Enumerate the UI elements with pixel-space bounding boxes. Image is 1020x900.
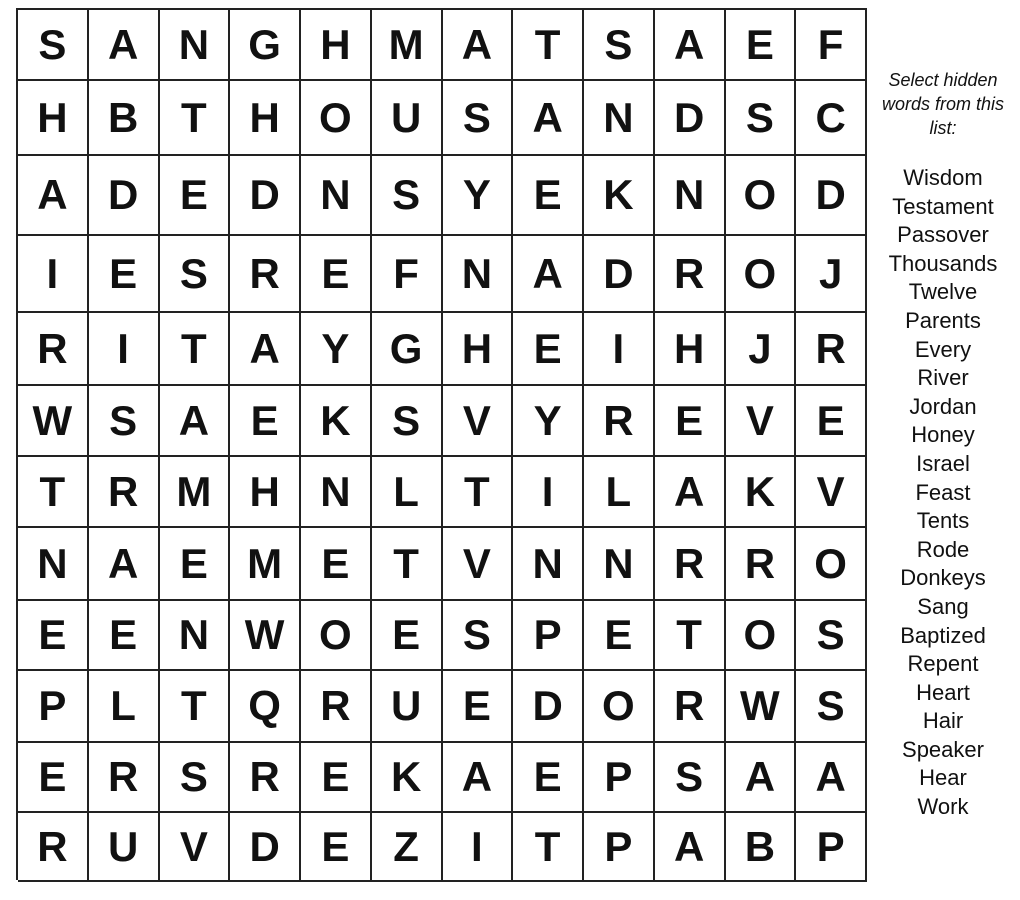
grid-cell[interactable]: S <box>655 743 726 813</box>
grid-cell[interactable]: J <box>796 236 867 313</box>
grid-cell[interactable]: E <box>230 386 301 457</box>
grid-cell[interactable]: L <box>584 457 655 528</box>
grid-cell[interactable]: N <box>160 601 231 671</box>
grid-cell[interactable]: S <box>160 743 231 813</box>
grid-cell[interactable]: M <box>160 457 231 528</box>
word-list-item[interactable]: Baptized <box>900 622 986 648</box>
grid-cell[interactable]: Y <box>513 386 584 457</box>
word-list-item[interactable]: Feast <box>915 479 971 505</box>
word-list-item[interactable]: Repent <box>907 651 979 677</box>
grid-cell[interactable]: M <box>230 528 301 601</box>
grid-cell[interactable]: I <box>89 313 160 386</box>
grid-cell[interactable]: Z <box>372 813 443 882</box>
grid-cell[interactable]: E <box>301 528 372 601</box>
grid-cell[interactable]: E <box>513 156 584 236</box>
word-list-item[interactable]: Parents <box>905 307 981 333</box>
grid-cell[interactable]: E <box>160 156 231 236</box>
grid-cell[interactable]: N <box>513 528 584 601</box>
grid-cell[interactable]: D <box>513 671 584 743</box>
grid-cell[interactable]: I <box>18 236 89 313</box>
grid-cell[interactable]: H <box>18 81 89 156</box>
grid-cell[interactable]: A <box>160 386 231 457</box>
grid-cell[interactable]: R <box>655 671 726 743</box>
grid-cell[interactable]: E <box>89 236 160 313</box>
grid-cell[interactable]: V <box>796 457 867 528</box>
grid-cell[interactable]: D <box>796 156 867 236</box>
grid-cell[interactable]: F <box>372 236 443 313</box>
word-list-item[interactable]: Passover <box>897 222 989 248</box>
grid-cell[interactable]: S <box>796 671 867 743</box>
grid-cell[interactable]: N <box>584 528 655 601</box>
grid-cell[interactable]: S <box>372 156 443 236</box>
word-list-item[interactable]: Work <box>917 794 969 820</box>
grid-cell[interactable]: R <box>89 743 160 813</box>
grid-cell[interactable]: H <box>655 313 726 386</box>
grid-cell[interactable]: Q <box>230 671 301 743</box>
grid-cell[interactable]: D <box>89 156 160 236</box>
grid-cell[interactable]: W <box>230 601 301 671</box>
grid-cell[interactable]: N <box>18 528 89 601</box>
grid-cell[interactable]: U <box>89 813 160 882</box>
grid-cell[interactable]: S <box>18 10 89 81</box>
grid-cell[interactable]: A <box>655 457 726 528</box>
grid-cell[interactable]: S <box>584 10 655 81</box>
word-list-item[interactable]: Speaker <box>902 736 984 762</box>
grid-cell[interactable]: E <box>18 743 89 813</box>
grid-cell[interactable]: A <box>513 236 584 313</box>
grid-cell[interactable]: R <box>230 743 301 813</box>
grid-cell[interactable]: K <box>301 386 372 457</box>
word-list-item[interactable]: Wisdom <box>903 165 983 190</box>
grid-cell[interactable]: S <box>372 386 443 457</box>
grid-cell[interactable]: Y <box>301 313 372 386</box>
grid-cell[interactable]: N <box>655 156 726 236</box>
grid-cell[interactable]: D <box>230 813 301 882</box>
grid-cell[interactable]: E <box>443 671 514 743</box>
grid-cell[interactable]: O <box>796 528 867 601</box>
grid-cell[interactable]: V <box>160 813 231 882</box>
grid-cell[interactable]: Y <box>443 156 514 236</box>
grid-cell[interactable]: P <box>796 813 867 882</box>
word-list-item[interactable]: Every <box>914 336 972 362</box>
grid-cell[interactable]: N <box>584 81 655 156</box>
grid-cell[interactable]: E <box>372 601 443 671</box>
instructions-text: Select hidden words from this list: <box>881 70 1005 138</box>
grid-cell[interactable]: E <box>89 601 160 671</box>
word-list-item[interactable]: Rode <box>916 536 970 562</box>
grid-cell[interactable]: E <box>301 743 372 813</box>
grid-cell[interactable]: E <box>160 528 231 601</box>
grid-cell[interactable]: A <box>18 156 89 236</box>
grid-cell[interactable]: R <box>301 671 372 743</box>
grid-cell[interactable]: S <box>443 81 514 156</box>
grid-cell[interactable]: O <box>726 236 797 313</box>
grid-cell[interactable]: O <box>584 671 655 743</box>
grid-cell[interactable]: J <box>726 313 797 386</box>
grid-cell[interactable]: R <box>18 313 89 386</box>
grid-cell[interactable]: R <box>796 313 867 386</box>
grid-cell[interactable]: G <box>372 313 443 386</box>
grid-cell[interactable]: D <box>584 236 655 313</box>
grid-cell[interactable]: R <box>726 528 797 601</box>
grid-cell[interactable]: O <box>726 601 797 671</box>
grid-cell[interactable]: E <box>301 813 372 882</box>
grid-cell[interactable]: V <box>443 386 514 457</box>
grid-cell[interactable]: A <box>89 10 160 81</box>
word-list <box>872 164 1014 822</box>
word-list-item[interactable]: Twelve <box>908 279 978 305</box>
grid-cell[interactable]: R <box>89 457 160 528</box>
grid-cell[interactable]: E <box>655 386 726 457</box>
grid-cell[interactable]: P <box>18 671 89 743</box>
word-list-item[interactable]: Honey <box>911 422 975 448</box>
grid-cell[interactable]: L <box>89 671 160 743</box>
grid-cell[interactable]: T <box>513 813 584 882</box>
grid-cell[interactable]: N <box>160 10 231 81</box>
grid-cell[interactable]: T <box>655 601 726 671</box>
grid-cell[interactable]: T <box>18 457 89 528</box>
grid-cell[interactable]: E <box>796 386 867 457</box>
grid-cell[interactable]: K <box>726 457 797 528</box>
grid-cell[interactable]: S <box>160 236 231 313</box>
grid-cell[interactable]: I <box>513 457 584 528</box>
grid-cell[interactable]: S <box>726 81 797 156</box>
grid-cell[interactable]: N <box>301 156 372 236</box>
grid-cell[interactable]: R <box>584 386 655 457</box>
word-list-item[interactable]: Jordan <box>909 393 977 419</box>
grid-cell[interactable]: H <box>230 457 301 528</box>
grid-cell[interactable]: F <box>796 10 867 81</box>
grid-cell[interactable]: A <box>655 10 726 81</box>
letter-grid <box>16 8 867 880</box>
grid-cell[interactable]: R <box>655 236 726 313</box>
grid-cell[interactable]: G <box>230 10 301 81</box>
grid-cell[interactable]: A <box>443 10 514 81</box>
grid-cell[interactable]: H <box>230 81 301 156</box>
grid-cell[interactable]: D <box>230 156 301 236</box>
grid-cell[interactable]: I <box>443 813 514 882</box>
grid-cell[interactable]: A <box>796 743 867 813</box>
grid-cell[interactable]: R <box>18 813 89 882</box>
grid-cell[interactable]: A <box>89 528 160 601</box>
grid-cell[interactable]: T <box>372 528 443 601</box>
grid-cell[interactable]: N <box>301 457 372 528</box>
grid-cell[interactable]: R <box>655 528 726 601</box>
grid-cell[interactable]: N <box>443 236 514 313</box>
grid-cell[interactable]: R <box>230 236 301 313</box>
grid-cell[interactable]: U <box>372 671 443 743</box>
word-list-item[interactable]: Heart <box>916 679 970 705</box>
grid-cell[interactable]: S <box>443 601 514 671</box>
grid-cell[interactable]: T <box>160 81 231 156</box>
grid-cell[interactable]: E <box>584 601 655 671</box>
grid-cell[interactable]: A <box>513 81 584 156</box>
grid-cell[interactable]: E <box>726 10 797 81</box>
grid-cell[interactable]: T <box>160 671 231 743</box>
grid-cell[interactable]: V <box>443 528 514 601</box>
grid-cell[interactable]: S <box>796 601 867 671</box>
grid-cell[interactable]: P <box>584 813 655 882</box>
grid-cell[interactable]: H <box>301 10 372 81</box>
grid-cell[interactable]: B <box>726 813 797 882</box>
grid-cell[interactable]: K <box>372 743 443 813</box>
grid-cell[interactable]: O <box>301 601 372 671</box>
grid-cell[interactable]: C <box>796 81 867 156</box>
grid-cell[interactable]: O <box>726 156 797 236</box>
grid-cell[interactable]: I <box>584 313 655 386</box>
grid-cell[interactable]: U <box>372 81 443 156</box>
grid-cell[interactable]: A <box>230 313 301 386</box>
grid-cell[interactable]: D <box>655 81 726 156</box>
grid-cell[interactable]: T <box>160 313 231 386</box>
grid-cell[interactable]: A <box>655 813 726 882</box>
grid-cell[interactable]: H <box>443 313 514 386</box>
grid-cell[interactable]: T <box>443 457 514 528</box>
grid-cell[interactable]: B <box>89 81 160 156</box>
grid-cell[interactable]: K <box>584 156 655 236</box>
word-list-item[interactable]: Thousands <box>888 250 998 276</box>
grid-cell[interactable]: T <box>513 10 584 81</box>
word-list-item[interactable]: Hair <box>922 708 964 734</box>
grid-cell[interactable]: E <box>513 743 584 813</box>
word-list-item[interactable]: Testament <box>892 193 994 219</box>
grid-cell[interactable]: W <box>726 671 797 743</box>
word-list-item[interactable]: Tents <box>916 508 970 534</box>
grid-cell[interactable]: W <box>18 386 89 457</box>
grid-cell[interactable]: L <box>372 457 443 528</box>
grid-cell[interactable]: O <box>301 81 372 156</box>
word-list-item[interactable]: Donkeys <box>900 565 986 591</box>
grid-cell[interactable]: M <box>372 10 443 81</box>
grid-cell[interactable]: E <box>18 601 89 671</box>
word-list-item[interactable]: Hear <box>919 765 967 791</box>
grid-cell[interactable]: A <box>726 743 797 813</box>
grid-cell[interactable]: E <box>513 313 584 386</box>
grid-cell[interactable]: A <box>443 743 514 813</box>
word-list-panel <box>872 68 1014 822</box>
word-list-item[interactable]: Israel <box>916 450 970 476</box>
grid-cell[interactable]: P <box>584 743 655 813</box>
word-list-item[interactable]: Sang <box>917 593 969 619</box>
grid-cell[interactable]: V <box>726 386 797 457</box>
word-list-item[interactable]: River <box>917 365 969 391</box>
grid-cell[interactable]: E <box>301 236 372 313</box>
grid-cell[interactable]: S <box>89 386 160 457</box>
grid-cell[interactable]: P <box>513 601 584 671</box>
